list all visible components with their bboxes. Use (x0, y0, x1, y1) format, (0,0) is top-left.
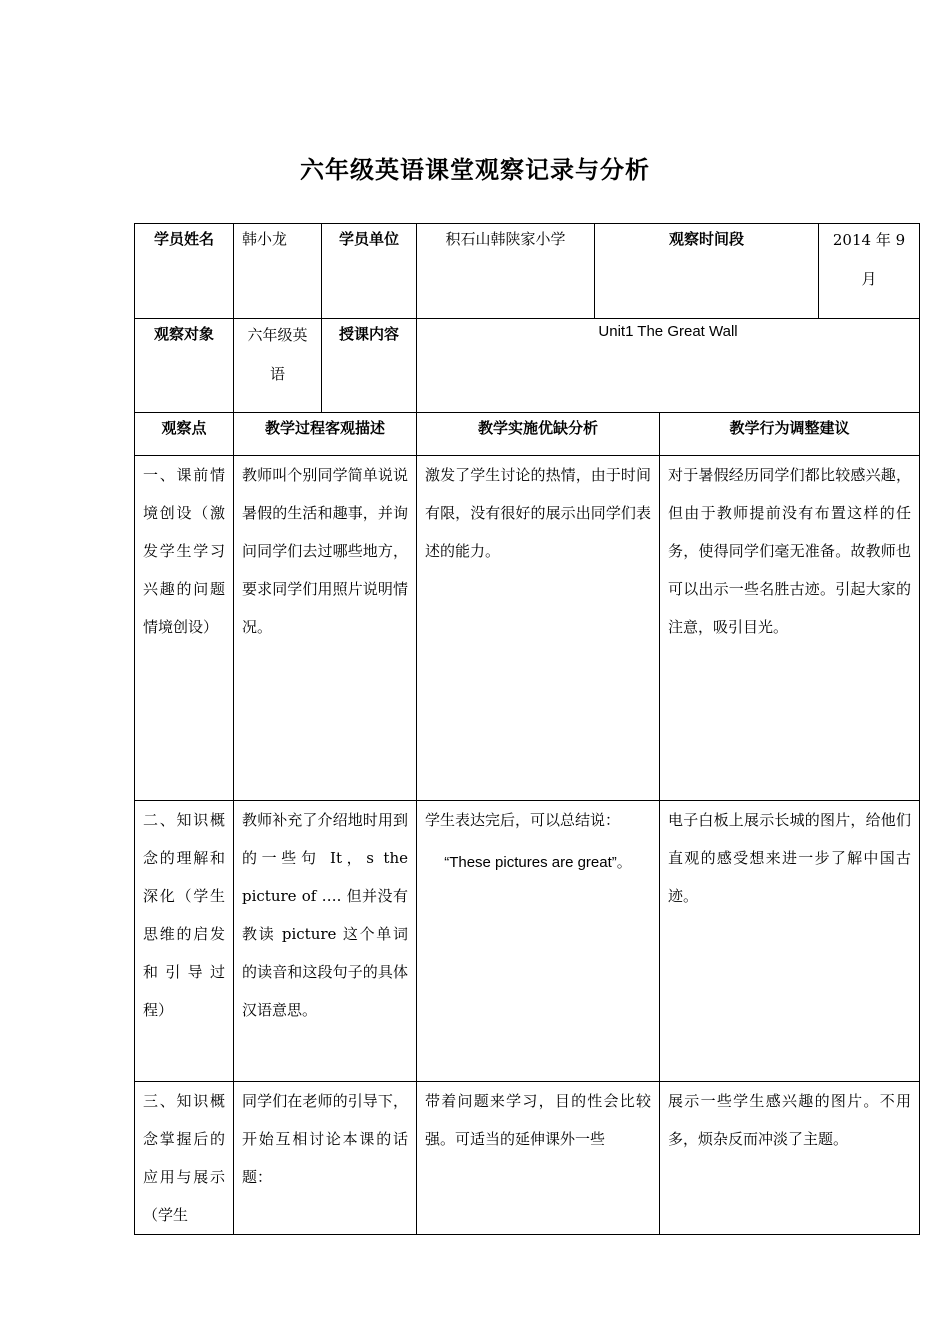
target-value-line2: 语 (269, 365, 285, 383)
row3-analysis: 带着问题来学习，目的性会比较强。可适当的延伸课外一些 (417, 1082, 660, 1235)
row3-advice: 展示一些学生感兴趣的图片。不用多，烦杂反而冲淡了主题。 (660, 1082, 920, 1235)
row2-analysis-line2: “These pictures are great”。 (444, 854, 632, 871)
student-name-label: 学员姓名 (135, 224, 234, 319)
row2-analysis-line1: 学生表达完后，可以总结说： (425, 811, 621, 829)
col-header-analysis: 教学实施优缺分析 (417, 413, 660, 456)
target-value (234, 319, 322, 413)
table-row (135, 456, 920, 801)
info-row-2 (135, 319, 920, 413)
row1-advice: 对于暑假经历同学们都比较感兴趣，但由于教师提前没有布置这样的任务，使得同学们毫无准备。故教师也可以出示一些名胜古迹。引起大家的注意，吸引目光。 (660, 456, 920, 801)
target-label: 观察对象 (135, 319, 234, 413)
info-row-1 (135, 224, 920, 319)
observation-table (134, 223, 920, 1235)
table-row (135, 1082, 920, 1235)
col-header-process: 教学过程客观描述 (234, 413, 417, 456)
row2-point: 二、知识概念的理解和深化（学生思维的启发和引导过程） (135, 801, 234, 1082)
page-title: 六年级英语课堂观察记录与分析 (300, 156, 650, 184)
unit-value: 积石山韩陕家小学 (417, 224, 595, 319)
col-header-advice: 教学行为调整建议 (660, 413, 920, 456)
time-value-line2: 月 (861, 270, 877, 288)
row3-process: 同学们在老师的引导下，开始互相讨论本课的话题： (234, 1082, 417, 1235)
time-label: 观察时间段 (595, 224, 819, 319)
row3-point: 三、知识概念掌握后的应用与展示（学生 (135, 1082, 234, 1235)
col-header-point: 观察点 (135, 413, 234, 456)
row2-process: 教师补充了介绍地时用到的一些句 It，s the picture of …. 但并没有教读 picture 这个单词的读音和这段句子的具体汉语意思。 (234, 801, 417, 1082)
row2-advice: 电子白板上展示长城的图片，给他们直观的感受想来进一步了解中国古迹。 (660, 801, 920, 1082)
content-value: Unit1 The Great Wall (417, 319, 920, 413)
row1-analysis: 激发了学生讨论的热情，由于时间有限，没有很好的展示出同学们表述的能力。 (417, 456, 660, 801)
unit-label: 学员单位 (322, 224, 417, 319)
row1-point: 一、课前情境创设（激发学生学习兴趣的问题情境创设） (135, 456, 234, 801)
row2-analysis (417, 801, 660, 1082)
table-row (135, 801, 920, 1082)
target-value-line1: 六年级英 (247, 326, 308, 344)
column-header-row (135, 413, 920, 456)
time-value-line1: 2014 年 9 (832, 231, 906, 249)
time-value (819, 224, 920, 319)
content-label: 授课内容 (322, 319, 417, 413)
row1-process: 教师叫个别同学简单说说暑假的生活和趣事，并询问同学们去过哪些地方，要求同学们用照片说明情况。 (234, 456, 417, 801)
student-name-value: 韩小龙 (234, 224, 322, 319)
